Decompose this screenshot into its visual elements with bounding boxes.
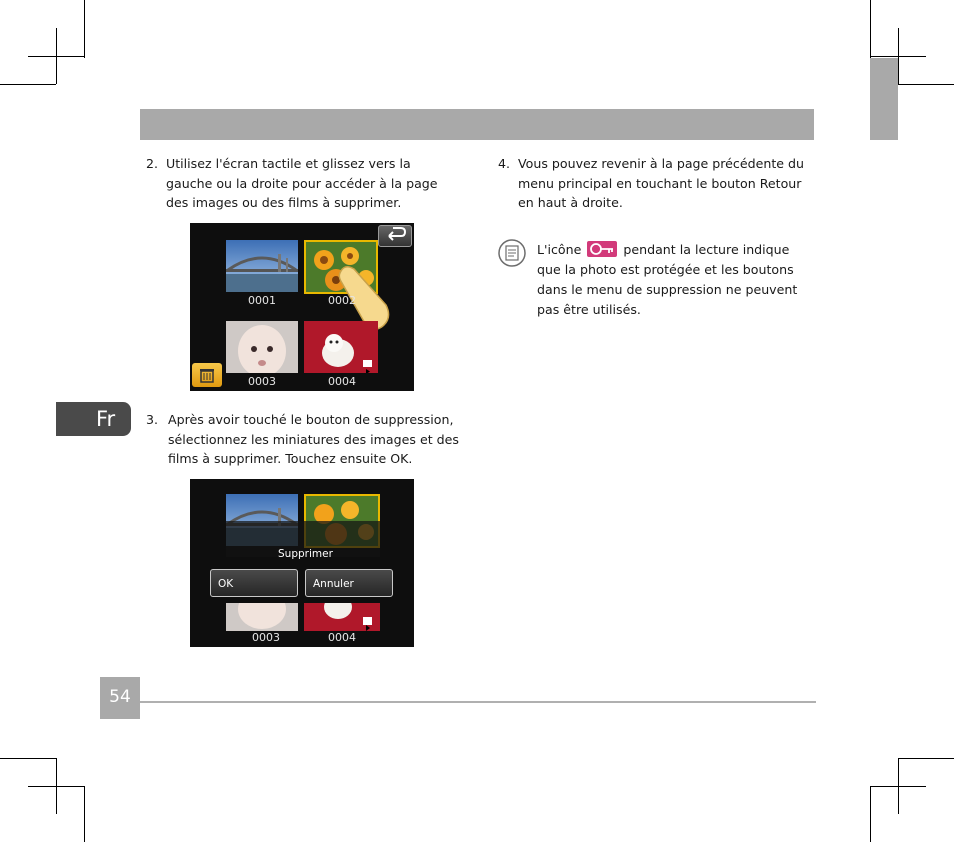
crop-mark [870,786,871,842]
thumbnail-label: 0003 [252,631,280,644]
crop-mark [84,0,85,58]
play-icon [363,360,372,367]
step-number: 3. [146,412,159,427]
crop-mark [84,786,85,842]
lock-icon [587,241,617,257]
crop-mark [0,84,56,85]
crop-mark [870,56,926,57]
thumbnail-label: 0004 [328,375,356,388]
crop-mark [898,758,954,759]
footer-rule [140,701,816,703]
crop-mark [28,56,84,57]
thumbnail-label: 0002 [328,294,356,307]
thumbnail-bridge[interactable] [226,240,298,292]
crop-mark [898,84,954,85]
step-text: Utilisez l'écran tactile et glissez vers la gauche ou la droite pour accéder à la page des images ou des films à supprimer. [166,156,438,210]
note-icon [498,239,526,267]
thumbnail-label: 0004 [328,631,356,644]
thumbnail-label: 0003 [248,375,276,388]
crop-mark [870,0,871,58]
thumbnail-dog[interactable] [304,321,378,373]
trash-icon[interactable] [192,363,222,387]
step-number: 4. [498,156,511,171]
page-number: 54 [100,677,140,719]
crop-mark [28,786,84,787]
ok-button[interactable]: OK [210,569,298,597]
note-text-after: pendant la lecture indique que la photo est protégée et les boutons dans le menu de suppression ne peuvent pas être utilisés. [537,242,798,317]
play-icon [363,617,372,625]
dialog-title: Supprimer [278,548,333,560]
bridge-photo [226,240,298,292]
camera-screen-playback-grid [190,223,414,391]
thumbnail-label: 0001 [248,294,276,307]
language-tab: Fr [56,402,131,436]
note-text-before: L'icône [537,242,582,257]
note-text [537,240,812,320]
section-side-tab [870,58,898,140]
crop-mark [0,758,56,759]
crop-mark [870,786,926,787]
baby-photo [226,603,298,631]
step-text: Après avoir touché le bouton de suppression, sélectionnez les miniatures des images et des films à supprimer. Touchez ensuite OK. [168,412,459,466]
baby-photo [226,321,298,373]
thumbnail-baby[interactable] [226,603,298,631]
step-number: 2. [146,156,159,171]
thumbnail-dog[interactable] [304,603,380,631]
cancel-button[interactable]: Annuler [305,569,393,597]
step-text: Vous pouvez revenir à la page précédente du menu principal en touchant le bouton Retour en haut à droite. [518,156,804,210]
header-bar [140,109,814,140]
back-arrow-icon[interactable] [378,225,412,247]
thumbnail-baby[interactable] [226,321,298,373]
camera-screen-delete-dialog [190,479,414,647]
